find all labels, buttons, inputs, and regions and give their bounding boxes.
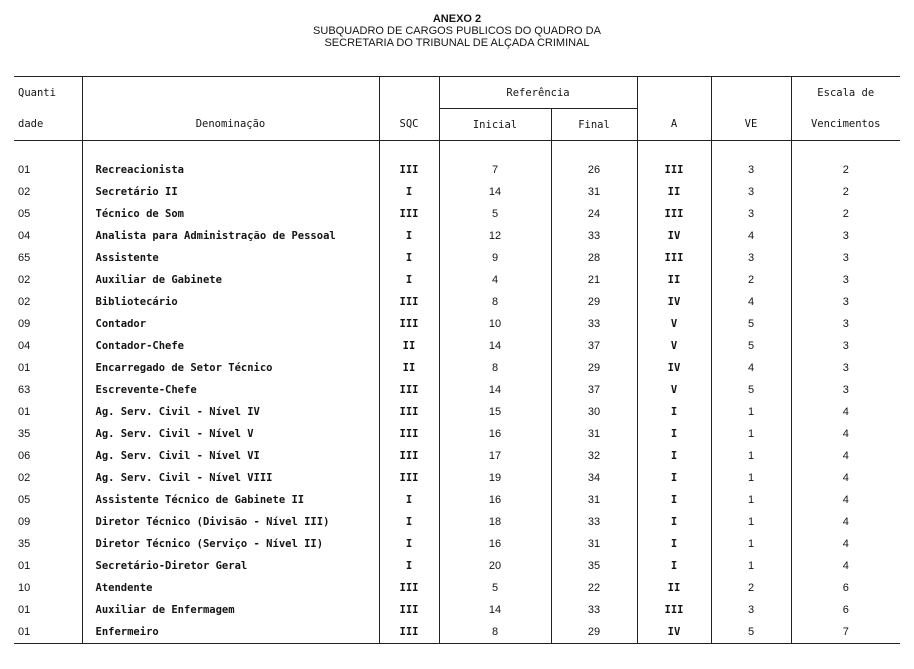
cell-denominacao: Ag. Serv. Civil - Nível VI — [82, 445, 379, 467]
cell-a: I — [637, 423, 711, 445]
header-quantidade-top: Quanti — [14, 77, 82, 109]
header-blank — [82, 77, 379, 109]
cell-quantidade: 35 — [18, 538, 31, 550]
cell-escala: 4 — [791, 423, 900, 445]
table-row — [14, 291, 900, 313]
cell-final: 29 — [551, 291, 637, 313]
cell-denominacao: Enfermeiro — [82, 621, 379, 644]
cell-ve: 1 — [711, 511, 791, 533]
cell-denominacao: Ag. Serv. Civil - Nível V — [82, 423, 379, 445]
header-referencia: Referência — [439, 77, 637, 109]
header-quantidade-bottom: dade — [14, 109, 82, 141]
cell-sqc: I — [379, 511, 439, 533]
table-row — [14, 335, 900, 357]
cell-escala: 4 — [791, 511, 900, 533]
cell-final: 24 — [551, 203, 637, 225]
cell-denominacao: Assistente — [82, 247, 379, 269]
table-row — [14, 445, 900, 467]
cell-final: 21 — [551, 269, 637, 291]
cell-inicial: 14 — [439, 335, 551, 357]
cell-ve: 1 — [711, 401, 791, 423]
cell-denominacao: Diretor Técnico (Divisão - Nível III) — [82, 511, 379, 533]
cell-inicial: 16 — [439, 489, 551, 511]
cell-final: 37 — [551, 379, 637, 401]
cell-escala: 4 — [791, 467, 900, 489]
cell-denominacao: Diretor Técnico (Serviço - Nível II) — [82, 533, 379, 555]
cell-final: 32 — [551, 445, 637, 467]
cell-inicial: 5 — [439, 577, 551, 599]
header-escala-bottom: Vencimentos — [791, 109, 900, 141]
cell-quantidade: 01 — [18, 164, 31, 176]
cell-inicial: 12 — [439, 225, 551, 247]
table-row — [14, 489, 900, 511]
table-row — [14, 203, 900, 225]
cell-ve: 5 — [711, 313, 791, 335]
cell-ve: 2 — [711, 269, 791, 291]
table-body — [14, 159, 900, 644]
cell-a: II — [637, 181, 711, 203]
cell-ve: 3 — [711, 181, 791, 203]
cell-escala: 4 — [791, 533, 900, 555]
cell-final: 29 — [551, 357, 637, 379]
header-blank — [637, 77, 711, 109]
cell-a: IV — [637, 225, 711, 247]
table-row — [14, 423, 900, 445]
cell-escala: 3 — [791, 247, 900, 269]
cell-quantidade: 01 — [14, 621, 82, 644]
cell-final: 31 — [551, 489, 637, 511]
table-row — [14, 533, 900, 555]
cell-sqc: I — [379, 225, 439, 247]
cell-ve: 3 — [711, 599, 791, 621]
table-row — [14, 599, 900, 621]
cell-inicial: 17 — [439, 445, 551, 467]
cell-a: IV — [637, 291, 711, 313]
cell-denominacao: Assistente Técnico de Gabinete II — [82, 489, 379, 511]
cell-ve: 4 — [711, 225, 791, 247]
cell-sqc: III — [379, 313, 439, 335]
cell-quantidade: 01 — [18, 604, 31, 616]
cell-final: 33 — [551, 313, 637, 335]
cell-inicial: 4 — [439, 269, 551, 291]
cell-sqc: III — [379, 379, 439, 401]
cell-sqc: III — [379, 159, 439, 181]
cell-quantidade: 04 — [18, 230, 31, 242]
cell-final: 33 — [551, 599, 637, 621]
cell-quantidade: 09 — [18, 516, 31, 528]
cell-ve: 4 — [711, 357, 791, 379]
cell-final: 22 — [551, 577, 637, 599]
cell-sqc: I — [379, 181, 439, 203]
table-row — [14, 247, 900, 269]
cell-quantidade: 02 — [18, 472, 31, 484]
cell-inicial: 8 — [439, 291, 551, 313]
cell-escala: 2 — [791, 159, 900, 181]
cell-escala: 4 — [791, 555, 900, 577]
cell-a: III — [637, 599, 711, 621]
cell-inicial: 20 — [439, 555, 551, 577]
cargos-table — [14, 76, 900, 644]
cell-quantidade: 01 — [18, 406, 31, 418]
title-line-3: SECRETARIA DO TRIBUNAL DE ALÇADA CRIMINAL — [324, 37, 590, 49]
cell-final: 29 — [551, 621, 637, 644]
cell-a: I — [637, 555, 711, 577]
cell-a: V — [637, 335, 711, 357]
header-sqc: SQC — [379, 109, 439, 141]
cell-denominacao: Técnico de Som — [82, 203, 379, 225]
cell-final: 28 — [551, 247, 637, 269]
header-a: A — [637, 109, 711, 141]
cell-escala: 4 — [791, 401, 900, 423]
cell-denominacao: Ag. Serv. Civil - Nível VIII — [82, 467, 379, 489]
cell-ve: 5 — [711, 335, 791, 357]
cell-a: I — [637, 401, 711, 423]
cell-inicial: 16 — [439, 423, 551, 445]
cell-denominacao: Secretário II — [82, 181, 379, 203]
cell-a: I — [637, 489, 711, 511]
cell-final: 33 — [551, 511, 637, 533]
cell-quantidade: 01 — [18, 560, 31, 572]
cell-a: IV — [637, 357, 711, 379]
table-row — [14, 181, 900, 203]
cell-a: I — [637, 445, 711, 467]
cell-denominacao: Escrevente-Chefe — [82, 379, 379, 401]
cell-quantidade: 05 — [18, 494, 31, 506]
cell-sqc: I — [379, 555, 439, 577]
cell-denominacao: Atendente — [82, 577, 379, 599]
header-final: Final — [551, 109, 637, 141]
cell-a: I — [637, 533, 711, 555]
cell-quantidade: 02 — [18, 186, 31, 198]
cell-final: 26 — [551, 159, 637, 181]
cell-inicial: 18 — [439, 511, 551, 533]
cell-ve: 2 — [711, 577, 791, 599]
cell-inicial: 9 — [439, 247, 551, 269]
cell-sqc: III — [379, 401, 439, 423]
cell-ve: 1 — [711, 555, 791, 577]
cell-denominacao: Auxiliar de Gabinete — [82, 269, 379, 291]
header-blank — [379, 77, 439, 109]
cell-final: 33 — [551, 225, 637, 247]
cell-inicial: 8 — [439, 621, 551, 644]
cell-escala: 3 — [791, 225, 900, 247]
cell-sqc: I — [379, 247, 439, 269]
cell-inicial: 19 — [439, 467, 551, 489]
cell-ve: 3 — [711, 203, 791, 225]
cell-a: II — [637, 269, 711, 291]
cell-inicial: 15 — [439, 401, 551, 423]
cell-a: V — [637, 379, 711, 401]
cell-inicial: 7 — [439, 159, 551, 181]
cell-ve: 4 — [711, 291, 791, 313]
cell-ve: 1 — [711, 489, 791, 511]
cell-escala: 3 — [791, 379, 900, 401]
cell-denominacao: Recreacionista — [82, 159, 379, 181]
cell-escala: 3 — [791, 291, 900, 313]
cell-escala: 3 — [791, 269, 900, 291]
cell-escala: 2 — [791, 181, 900, 203]
cell-a: III — [637, 203, 711, 225]
cell-denominacao: Encarregado de Setor Técnico — [82, 357, 379, 379]
cell-sqc: II — [379, 335, 439, 357]
cell-escala: 2 — [791, 203, 900, 225]
cell-quantidade: 35 — [18, 428, 31, 440]
cell-ve: 1 — [711, 533, 791, 555]
header-inicial: Inicial — [439, 109, 551, 141]
cell-sqc: III — [379, 203, 439, 225]
cell-escala: 4 — [791, 489, 900, 511]
cell-escala: 6 — [791, 599, 900, 621]
cell-a: I — [637, 467, 711, 489]
table-row — [14, 313, 900, 335]
document-title — [0, 13, 914, 49]
cell-a: II — [637, 577, 711, 599]
header-escala-top: Escala de — [791, 77, 900, 109]
table-row — [14, 379, 900, 401]
cell-quantidade: 02 — [18, 296, 31, 308]
cell-quantidade: 63 — [18, 384, 31, 396]
cell-quantidade: 04 — [18, 340, 31, 352]
cell-escala: 7 — [791, 621, 900, 644]
table-row — [14, 467, 900, 489]
cell-inicial: 16 — [439, 533, 551, 555]
table-row — [14, 269, 900, 291]
cell-a: III — [637, 247, 711, 269]
table-row — [14, 555, 900, 577]
cell-denominacao: Bibliotecário — [82, 291, 379, 313]
cell-denominacao: Secretário-Diretor Geral — [82, 555, 379, 577]
cell-sqc: II — [379, 357, 439, 379]
title-line-1: ANEXO 2 — [432, 13, 482, 25]
cell-final: 30 — [551, 401, 637, 423]
table-row — [14, 511, 900, 533]
cell-denominacao: Contador — [82, 313, 379, 335]
cell-escala: 6 — [791, 577, 900, 599]
cell-sqc: III — [379, 621, 439, 644]
table-row — [14, 357, 900, 379]
cell-sqc: III — [379, 577, 439, 599]
cell-ve: 1 — [711, 445, 791, 467]
cell-quantidade: 06 — [18, 450, 31, 462]
cell-quantidade: 05 — [18, 208, 31, 220]
table-row — [14, 225, 900, 247]
table-row — [14, 577, 900, 599]
cell-inicial: 14 — [439, 181, 551, 203]
cell-a: III — [637, 159, 711, 181]
cell-ve: 5 — [711, 379, 791, 401]
cell-final: 35 — [551, 555, 637, 577]
table-row — [14, 401, 900, 423]
cell-a: V — [637, 313, 711, 335]
table-header — [14, 77, 900, 160]
cell-sqc: III — [379, 445, 439, 467]
cell-sqc: I — [379, 269, 439, 291]
cell-quantidade: 09 — [18, 318, 31, 330]
cell-escala: 3 — [791, 335, 900, 357]
cell-denominacao: Analista para Administração de Pessoal — [82, 225, 379, 247]
title-line-2: SUBQUADRO DE CARGOS PUBLICOS DO QUADRO DA — [313, 25, 601, 37]
cell-final: 37 — [551, 335, 637, 357]
cell-inicial: 8 — [439, 357, 551, 379]
cell-a: IV — [637, 621, 711, 644]
cell-quantidade: 02 — [18, 274, 31, 286]
header-ve: VE — [711, 109, 791, 141]
cell-escala: 4 — [791, 445, 900, 467]
cell-final: 31 — [551, 181, 637, 203]
cell-a: I — [637, 511, 711, 533]
cell-escala: 3 — [791, 313, 900, 335]
cell-sqc: III — [379, 599, 439, 621]
cell-inicial: 5 — [439, 203, 551, 225]
cell-inicial: 14 — [439, 599, 551, 621]
cell-sqc: III — [379, 291, 439, 313]
header-denominacao: Denominação — [82, 109, 379, 141]
cell-escala: 3 — [791, 357, 900, 379]
cell-final: 31 — [551, 423, 637, 445]
cell-quantidade: 10 — [18, 582, 31, 594]
cell-ve: 5 — [711, 621, 791, 644]
cell-sqc: I — [379, 489, 439, 511]
cell-denominacao: Contador-Chefe — [82, 335, 379, 357]
cell-quantidade: 65 — [18, 252, 31, 264]
cell-sqc: III — [379, 467, 439, 489]
cell-ve: 1 — [711, 423, 791, 445]
cell-inicial: 14 — [439, 379, 551, 401]
cell-quantidade: 01 — [18, 362, 31, 374]
cell-final: 31 — [551, 533, 637, 555]
cell-denominacao: Auxiliar de Enfermagem — [82, 599, 379, 621]
table-row — [14, 159, 900, 181]
cell-ve: 1 — [711, 467, 791, 489]
cell-ve: 3 — [711, 247, 791, 269]
table-row — [14, 621, 900, 644]
cell-final: 34 — [551, 467, 637, 489]
header-blank — [711, 77, 791, 109]
cell-sqc: I — [379, 533, 439, 555]
cell-sqc: III — [379, 423, 439, 445]
cell-inicial: 10 — [439, 313, 551, 335]
cell-ve: 3 — [711, 159, 791, 181]
cell-denominacao: Ag. Serv. Civil - Nível IV — [82, 401, 379, 423]
